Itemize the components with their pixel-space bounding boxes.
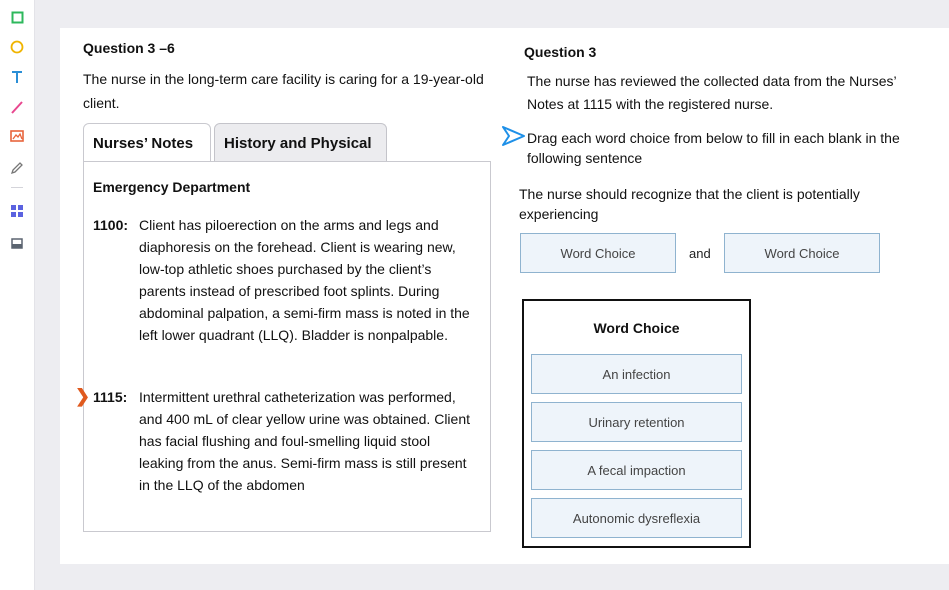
- word-choice-bank-title: Word Choice: [593, 320, 680, 336]
- entry-text: Client has piloerection on the arms and legs and diaphoresis on the forehead. Client is wearing new, low-top athletic shoes purchased by the client’s parents instead of prescribed foot splints. During abdominal palpation, a semi-firm mass is noted in the left lower quadrant (LLQ). Bladder is nonpalpable.: [139, 217, 470, 343]
- line-tool-icon[interactable]: [9, 99, 25, 115]
- toolbar-divider: [11, 187, 23, 188]
- apps-grid-icon[interactable]: [9, 203, 25, 219]
- entry-time: 1115:: [93, 389, 128, 405]
- drag-instruction: Drag each word choice from below to fill in each blank in the following sentence: [527, 130, 900, 166]
- drop-slot-1[interactable]: Word Choice: [520, 233, 676, 273]
- conjunction-text: and: [689, 246, 711, 261]
- left-question-stem: The nurse in the long-term care facility is caring for a 19-year-old client.: [83, 71, 484, 111]
- entry-text: Intermittent urethral catheterization was performed, and 400 mL of clear yellow urine was obtained. Client has facial flushing and foul-smelling liquid stool leaking from the anus. Semi-firm mass is still present in the LLQ of the abdomen: [139, 389, 471, 493]
- fill-in-sentence: The nurse should recognize that the client is potentially experiencing: [519, 186, 860, 222]
- tab-nurses-notes[interactable]: Nurses’ Notes: [83, 123, 211, 162]
- left-question-title: Question 3 –6: [83, 40, 175, 56]
- inbox-tray-icon[interactable]: [9, 235, 25, 251]
- tab-history-and-physical[interactable]: History and Physical: [214, 123, 387, 162]
- annotation-toolbar: [0, 0, 35, 590]
- choice-fecal-impaction[interactable]: A fecal impaction: [531, 450, 742, 490]
- notes-header: Emergency Department: [93, 179, 251, 195]
- choice-an-infection[interactable]: An infection: [531, 354, 742, 394]
- square-shape-icon[interactable]: [9, 9, 25, 25]
- highlight-marker-icon: ❯: [75, 386, 91, 406]
- choice-autonomic-dysreflexia[interactable]: Autonomic dysreflexia: [531, 498, 742, 538]
- image-tool-icon[interactable]: [9, 128, 25, 144]
- choice-urinary-retention[interactable]: Urinary retention: [531, 402, 742, 442]
- right-question-stem: The nurse has reviewed the collected data from the Nurses’ Notes at 1115 with the registered nurse.: [527, 73, 897, 112]
- drop-slot-2[interactable]: Word Choice: [724, 233, 880, 273]
- pointer-arrow-icon: [502, 125, 526, 154]
- pencil-icon[interactable]: [9, 160, 25, 176]
- right-question-title: Question 3: [524, 44, 597, 60]
- text-tool-icon[interactable]: [9, 69, 25, 85]
- circle-shape-icon[interactable]: [9, 39, 25, 55]
- entry-time: 1100:: [93, 217, 129, 233]
